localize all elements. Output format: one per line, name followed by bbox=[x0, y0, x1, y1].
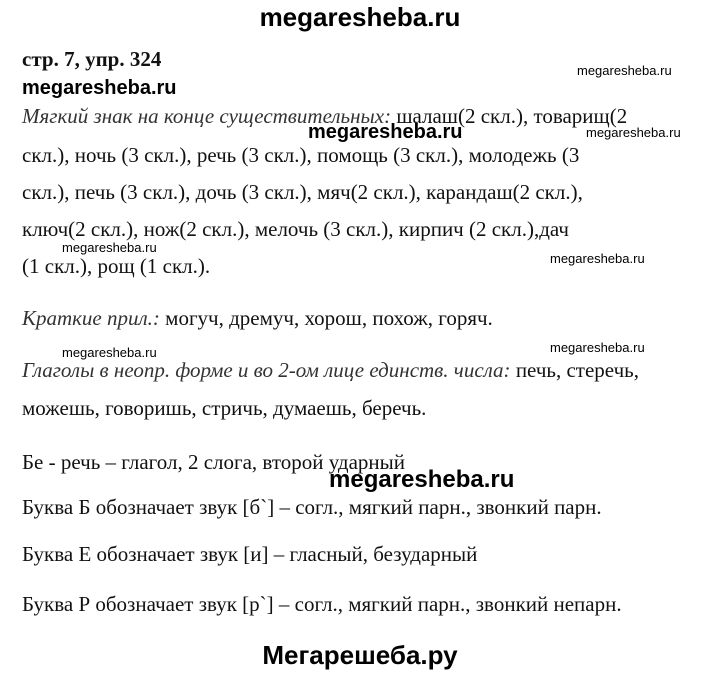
analysis-line: Бе - речь – глагол, 2 слога, второй ударный bbox=[22, 450, 405, 474]
text-line: скл.), ночь (3 скл.), речь (3 скл.), помощь (3 скл.), молодежь (3 bbox=[22, 143, 580, 167]
watermark: megaresheba.ru bbox=[329, 466, 515, 493]
analysis-line: Буква Б обозначает звук [б`] – согл., мягкий парн., звонкий парн. bbox=[22, 495, 602, 519]
watermark-top: megaresheba.ru bbox=[259, 2, 461, 32]
text-line: Краткие прил.: могуч, дремуч, хорош, похож, горяч. bbox=[22, 306, 493, 330]
watermark-bottom: Мегарешеба.ру bbox=[262, 640, 458, 670]
watermark: megaresheba.ru bbox=[577, 63, 672, 78]
text-line: ключ(2 скл.), нож(2 скл.), мелочь (3 скл.), кирпич (2 скл.),дач bbox=[22, 217, 569, 241]
section-label: Глаголы в неопр. форме и во 2-ом лице единств. числа: bbox=[22, 358, 511, 382]
text-line: (1 скл.), рощ (1 скл.). bbox=[22, 254, 211, 278]
text-line: скл.), печь (3 скл.), дочь (3 скл.), мяч(2 скл.), карандаш(2 скл.), bbox=[22, 180, 583, 204]
analysis-line: Буква Е обозначает звук [и] – гласный, безударный bbox=[22, 542, 478, 566]
watermark: megaresheba.ru bbox=[62, 345, 157, 360]
watermark: megaresheba.ru bbox=[22, 77, 177, 99]
watermark: megaresheba.ru bbox=[550, 251, 645, 266]
text-line: Мягкий знак на конце существительных: шалаш(2 скл.), товарищ(2 bbox=[22, 104, 628, 128]
text-line: можешь, говоришь, стричь, думаешь, беречь. bbox=[22, 396, 427, 420]
watermark: megaresheba.ru bbox=[62, 240, 157, 255]
watermark: megaresheba.ru bbox=[550, 340, 645, 355]
section-label: Мягкий знак на конце существительных: bbox=[22, 104, 392, 128]
section-label: Краткие прил.: bbox=[22, 306, 160, 330]
analysis-line: Буква Р обозначает звук [р`] – согл., мягкий парн., звонкий непарн. bbox=[22, 592, 622, 616]
text-line: Глаголы в неопр. форме и во 2-ом лице единств. числа: печь, стеречь, bbox=[22, 358, 639, 382]
exercise-heading: стр. 7, упр. 324 bbox=[22, 47, 162, 71]
watermark: megaresheba.ru bbox=[308, 121, 463, 143]
watermark: megaresheba.ru bbox=[586, 125, 681, 140]
